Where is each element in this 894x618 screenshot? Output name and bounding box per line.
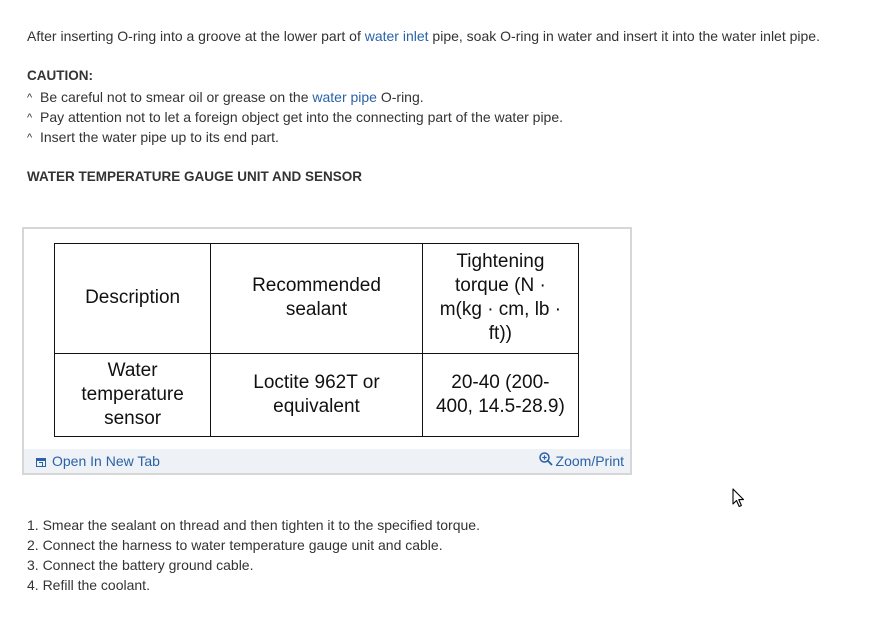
table-header-row bbox=[55, 244, 579, 354]
table-header-cell: Recommended sealant bbox=[211, 244, 423, 354]
caret-icon: ^ bbox=[27, 112, 33, 124]
magnifier-plus-icon bbox=[539, 449, 554, 473]
intro-paragraph bbox=[27, 26, 820, 46]
new-tab-icon bbox=[36, 458, 46, 467]
zoom-print-button[interactable] bbox=[539, 449, 624, 473]
water-pipe-link[interactable]: water pipe bbox=[312, 89, 377, 105]
list-item: 3. Connect the battery ground cable. bbox=[27, 557, 254, 573]
open-in-new-tab-button[interactable] bbox=[36, 449, 160, 473]
intro-text-after: pipe, soak O-ring in water and insert it into the water inlet pipe. bbox=[428, 28, 820, 44]
spec-table-image bbox=[24, 229, 630, 449]
intro-text-before: After inserting O-ring into a groove at the lower part of bbox=[27, 28, 365, 44]
caution-item: ^ Be careful not to smear oil or grease on the water pipe O-ring. bbox=[27, 87, 424, 108]
figure-toolbar bbox=[24, 449, 630, 473]
section-heading: WATER TEMPERATURE GAUGE UNIT AND SENSOR bbox=[27, 169, 363, 184]
table-cell: Loctite 962T or equivalent bbox=[211, 353, 423, 437]
mouse-cursor-icon bbox=[732, 488, 746, 508]
water-inlet-link[interactable]: water inlet bbox=[364, 28, 429, 44]
caution-heading: CAUTION: bbox=[27, 68, 93, 83]
open-in-new-tab-label: Open In New Tab bbox=[52, 453, 160, 469]
table-header-cell: Description bbox=[55, 244, 211, 354]
caution-item: ^ Pay attention not to let a foreign object get into the connecting part of the water pipe. bbox=[27, 107, 563, 128]
table-cell: 20-40 (200-400, 14.5-28.9) bbox=[422, 353, 578, 437]
table-cell: Water temperature sensor bbox=[55, 353, 211, 437]
caret-icon: ^ bbox=[27, 132, 33, 144]
list-item: 1. Smear the sealant on thread and then tighten it to the specified torque. bbox=[27, 517, 480, 533]
caret-icon: ^ bbox=[27, 92, 33, 104]
caution-item: ^ Insert the water pipe up to its end part. bbox=[27, 127, 279, 148]
figure-frame bbox=[22, 227, 632, 475]
table-header-cell: Tightening torque (N · m(kg · cm, lb · ft)) bbox=[422, 244, 578, 354]
list-item: 2. Connect the harness to water temperature gauge unit and cable. bbox=[27, 537, 443, 553]
spec-table bbox=[54, 243, 579, 437]
table-row bbox=[55, 353, 579, 437]
zoom-print-label: Zoom/Print bbox=[555, 453, 624, 469]
list-item: 4. Refill the coolant. bbox=[27, 577, 150, 593]
